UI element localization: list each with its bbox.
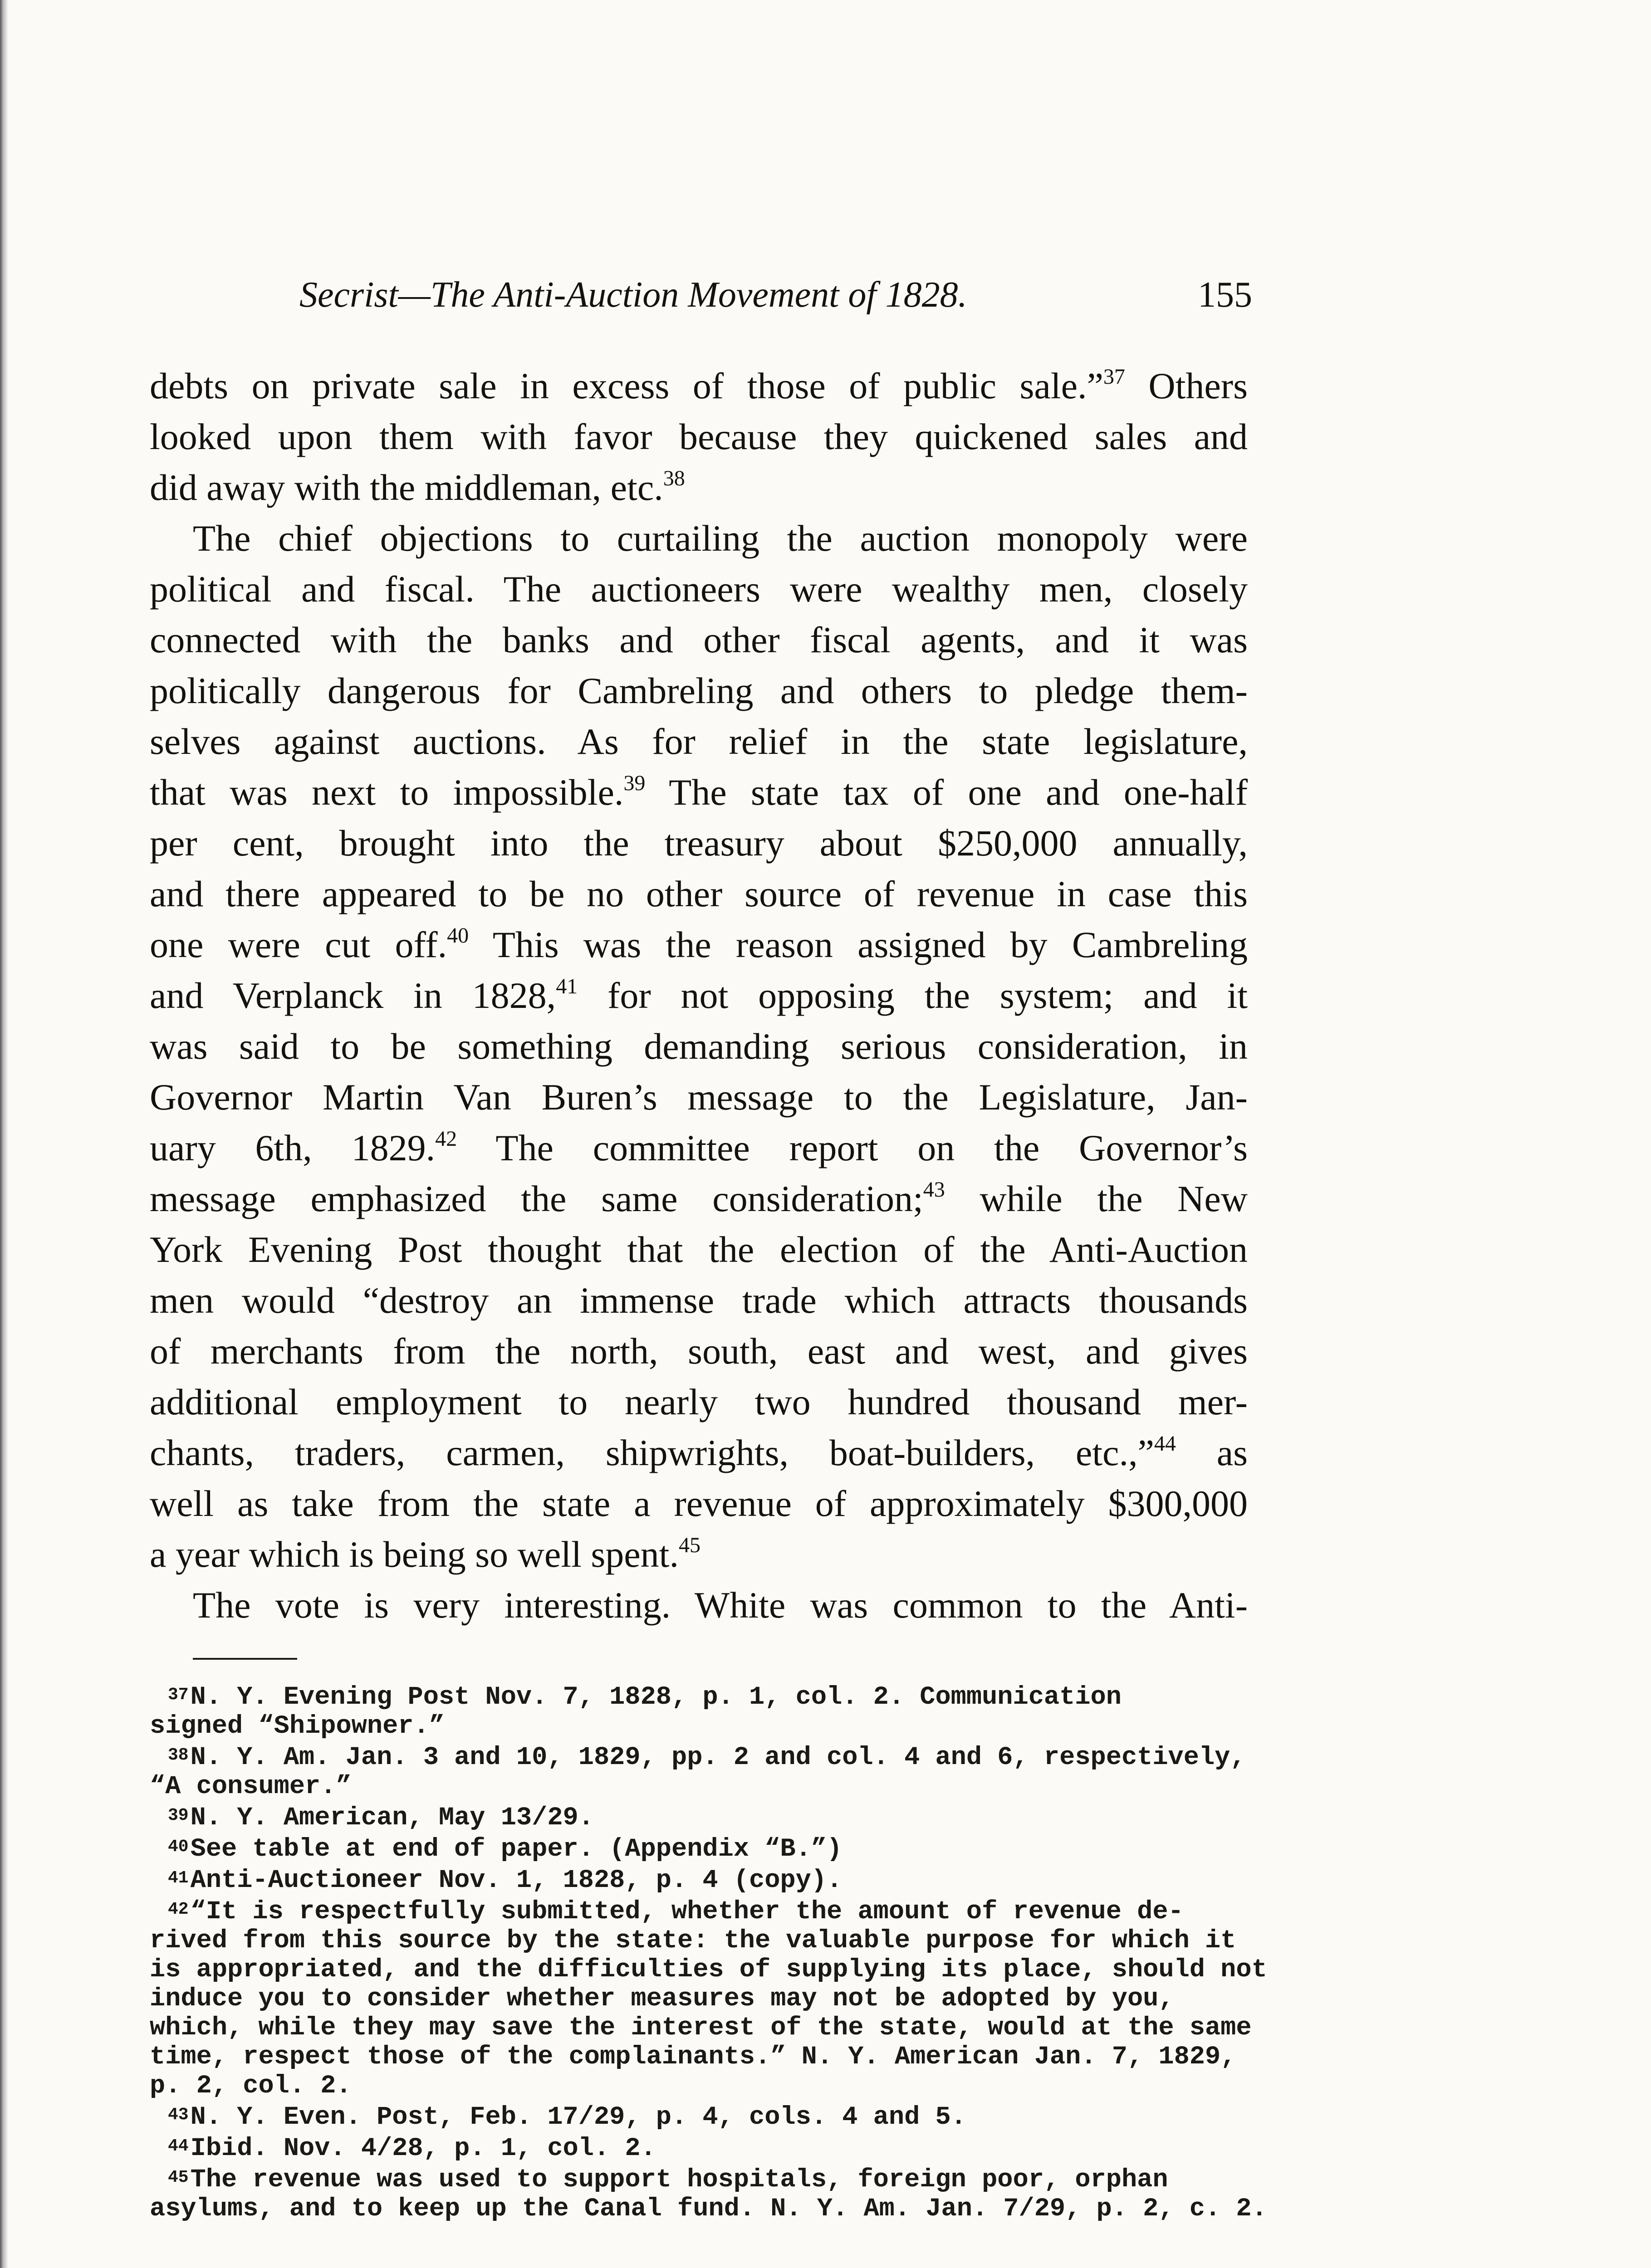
text-line: did away with the middleman, etc.$^{38}$	[150, 466, 685, 508]
footnote-number: 40	[168, 1837, 189, 1857]
text-line: chants, traders, carmen, shipwrights, boat-builders, etc.,”$^{44}$ as	[150, 1432, 1248, 1473]
paragraph-1	[150, 361, 1248, 513]
text-line: message emphasized the same consideration;$^{43}$ while the New	[150, 1178, 1248, 1219]
footnote-number: 39	[168, 1806, 189, 1825]
footnote-number: 41	[168, 1868, 189, 1888]
text-line: men would “destroy an immense trade which attracts thousands	[150, 1280, 1248, 1321]
footnote-38: 38N. Y. Am. Jan. 3 and 10, 1829, pp. 2 and col. 4 and 6, respectively, “A consumer.”	[150, 1743, 1246, 1801]
footnote-ref-38[interactable]: 38	[663, 466, 685, 490]
running-head	[272, 272, 1252, 318]
footnote-ref-43[interactable]: 43	[923, 1178, 945, 1202]
text-line: political and fiscal. The auctioneers were wealthy men, closely	[150, 568, 1248, 610]
footnote-number: 45	[168, 2168, 189, 2187]
footnote-ref-37[interactable]: 37	[1103, 365, 1125, 389]
text-line: uary 6th, 1829.42 The committee report on the Governor’s	[150, 1127, 1248, 1168]
footnote-43: 43N. Y. Even. Post, Feb. 17/29, p. 4, cols. 4 and 5.	[168, 2103, 966, 2132]
text-line: of merchants from the north, south, east and west, and gives	[150, 1330, 1248, 1372]
text-line: a year which is being so well spent.$^{45}$	[150, 1533, 701, 1575]
footnote-number: 44	[168, 2136, 189, 2156]
footnote-ref-45[interactable]: 45	[678, 1533, 701, 1557]
scan-edge-left	[0, 0, 8, 2268]
footnote-ref-39[interactable]: 39	[623, 771, 646, 795]
footnote-number: 37	[168, 1685, 189, 1705]
footnote-41: 41Anti-Auctioneer Nov. 1, 1828, p. 4 (copy).	[168, 1866, 843, 1895]
text-line: additional employment to nearly two hundred thousand mer-	[150, 1381, 1248, 1422]
footnote-number: 43	[168, 2105, 189, 2125]
footnote-ref-40[interactable]: 40	[447, 924, 469, 948]
text-line: per cent, brought into the treasury about $250,000 annually,	[150, 822, 1248, 864]
text-line: selves against auctions. As for relief in the state legislature,	[150, 721, 1248, 762]
text-line: Governor Martin Van Buren’s message to the Legislature, Jan-	[150, 1076, 1248, 1118]
footnote-ref-41[interactable]: 41	[556, 974, 578, 998]
text-line: York Evening Post thought that the election of the Anti-Auction	[150, 1229, 1248, 1270]
text-line: The chief objections to curtailing the auction monopoly were	[193, 518, 1248, 559]
footnote-number: 42	[168, 1900, 189, 1919]
footnote-40: 40See table at end of paper. (Appendix “B.”)	[168, 1835, 843, 1864]
paragraph-3	[150, 1580, 1248, 1631]
footnote-37: 37N. Y. Evening Post Nov. 7, 1828, p. 1, col. 2. Communication signed “Shipowner.”	[150, 1683, 1122, 1741]
footnote-45: 45The revenue was used to support hospitals, foreign poor, orphan asylums, and to keep up the Canal fund. N. Y. Am. Jan. 7/29, p. 2, c. 2.	[150, 2165, 1267, 2224]
footnote-ref-42[interactable]: 42	[435, 1127, 457, 1151]
footnote-number: 38	[168, 1745, 189, 1765]
text-line: that was next to impossible.$^{39}$ The state tax of one and one-half	[150, 771, 1248, 813]
footnote-39: 39N. Y. American, May 13/29.	[168, 1804, 594, 1833]
footnote-divider	[193, 1658, 297, 1660]
text-line: well as take from the state a revenue of approximately $300,000	[150, 1483, 1248, 1524]
text-line: was said to be something demanding serious consideration, in	[150, 1026, 1248, 1067]
footnote-ref-44[interactable]: 44	[1154, 1432, 1176, 1456]
footnotes	[150, 1681, 1267, 2224]
paragraph-2	[150, 513, 1248, 1580]
text-line: looked upon them with favor because they quickened sales and	[150, 416, 1248, 457]
text-line: and there appeared to be no other source of revenue in case this	[150, 873, 1248, 914]
text-line: politically dangerous for Cambreling and others to pledge them-	[150, 670, 1248, 711]
body-text	[150, 361, 1248, 1631]
text-line: The vote is very interesting. White was common to the Anti-	[193, 1584, 1248, 1626]
text-line: and Verplanck in 1828,41 for not opposing the system; and it	[150, 974, 1248, 1016]
text-line: connected with the banks and other fiscal agents, and it was	[150, 619, 1248, 660]
footnote-44: 44Ibid. Nov. 4/28, p. 1, col. 2.	[168, 2134, 656, 2163]
text-line: one were cut off.$^{40}$ This was the reason assigned by Cambreling	[150, 924, 1248, 965]
footnote-42: 42“It is respectfully submitted, whether the amount of revenue de- rived from this source by the state: the valuable purpose for which it is appropriated, and the difficulties of supplying its place, should not induce you to consider whether measures may not be adopted by you, which, while they may save the interest of the state, would at the same time, respect those of the complainants.” N. Y. American Jan. 7, 1829, p. 2, col. 2.	[150, 1897, 1267, 2101]
page-number: 155	[1198, 275, 1252, 315]
running-title: Secrist—The Anti-Auction Movement of 1828.	[299, 275, 967, 315]
text-line: debts on private sale in excess of those of public sale.”$^{37}$ Others	[150, 365, 1248, 406]
